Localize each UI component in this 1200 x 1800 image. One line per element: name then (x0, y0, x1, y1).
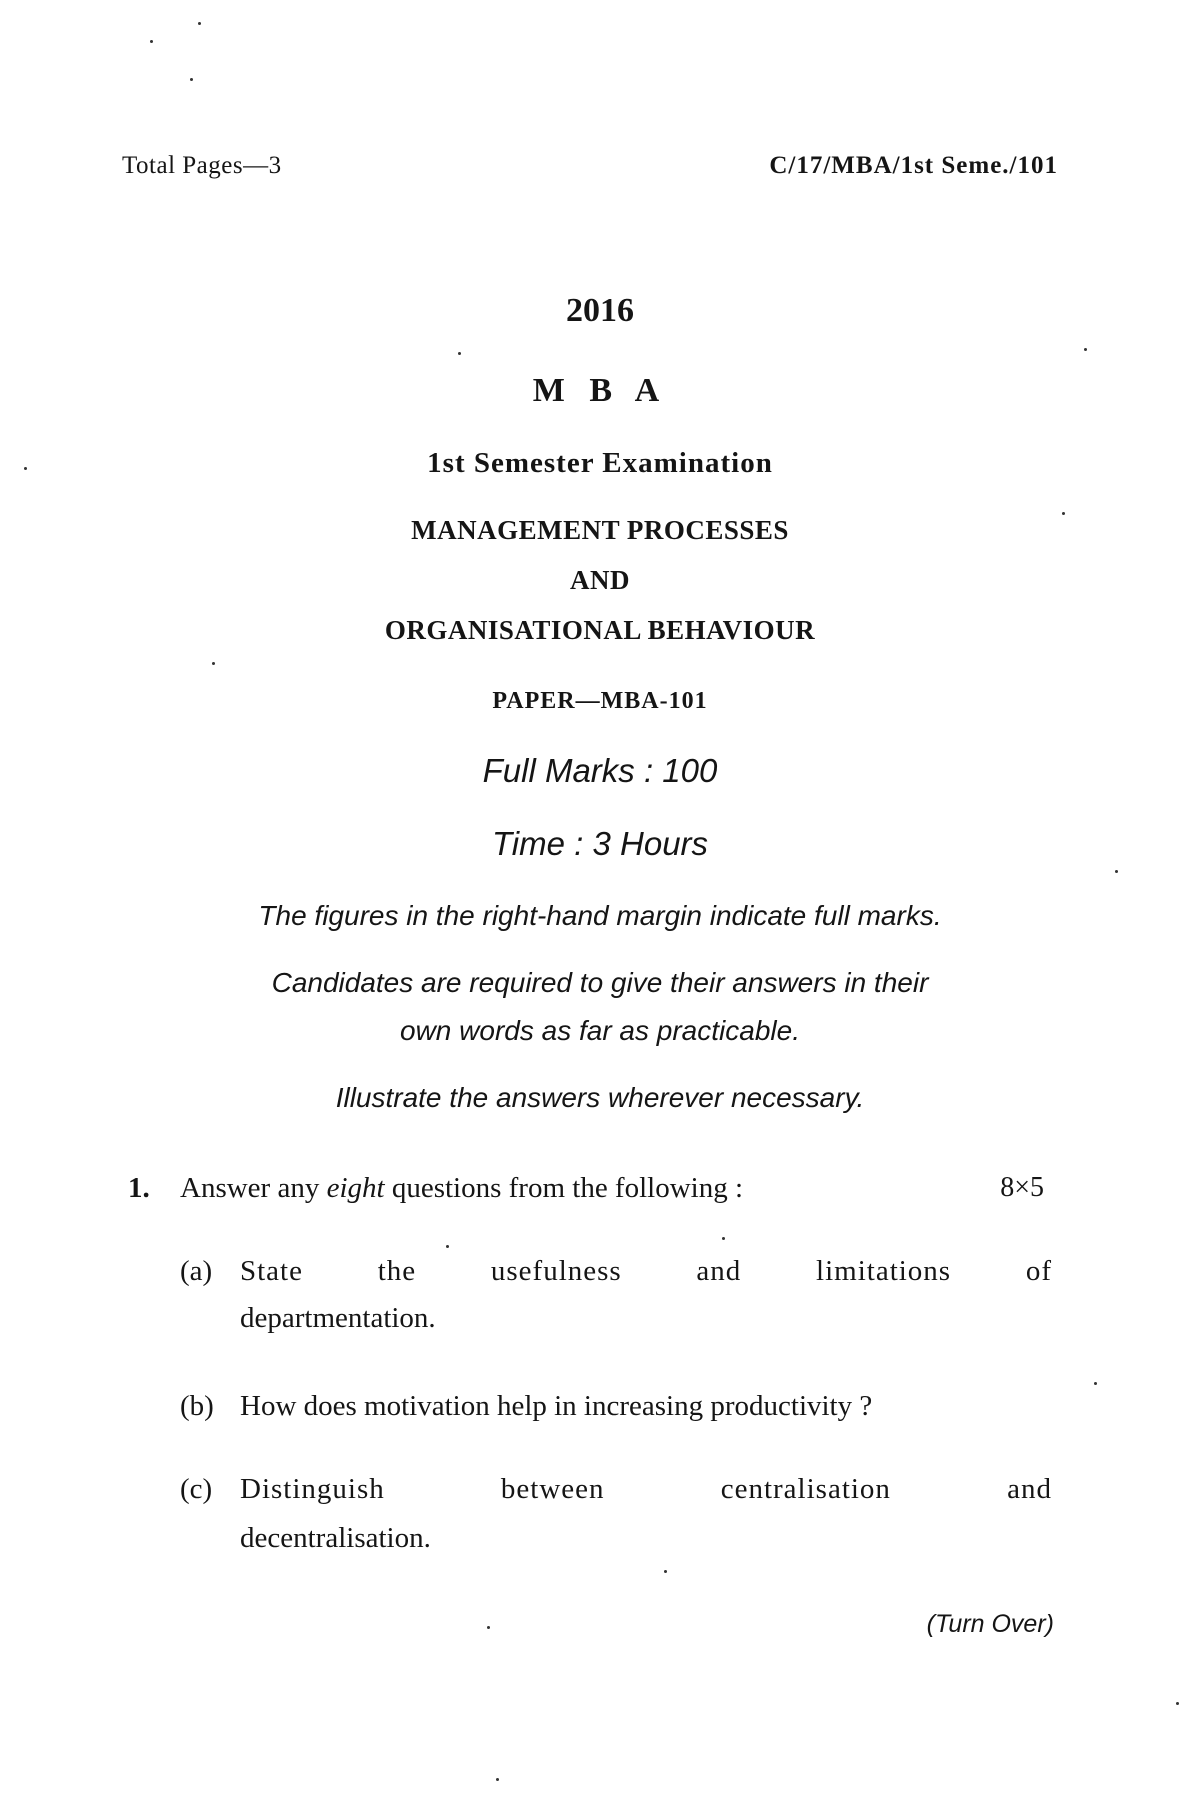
scan-speck (1176, 1702, 1179, 1705)
scan-speck (487, 1626, 490, 1629)
scan-speck (24, 467, 27, 470)
full-marks-text: Full Marks : 100 (482, 752, 718, 789)
question-marks: 8×5 (1000, 1172, 1044, 1203)
question-prompt (180, 1172, 743, 1205)
exam-year: 2016 (566, 292, 634, 329)
scan-speck (722, 1237, 725, 1240)
subquestion-a-line1: State the usefulness and limitations of (240, 1255, 1052, 1287)
subquestion-b-label: (b) (180, 1390, 214, 1422)
scan-speck (1094, 1382, 1097, 1385)
scan-speck (446, 1245, 449, 1248)
question-prompt-part2: questions from the following : (384, 1172, 744, 1204)
scan-speck (458, 352, 461, 355)
scan-speck (190, 78, 193, 81)
subquestion-c-line2: decentralisation. (240, 1522, 431, 1554)
scan-speck (664, 1570, 667, 1573)
scan-speck (212, 662, 215, 665)
full-marks (0, 752, 1200, 790)
scan-speck (1062, 512, 1065, 515)
exam-time-text: Time : 3 Hours (491, 825, 709, 862)
paper-number: PAPER—MBA-101 (492, 688, 708, 714)
exam-time (0, 825, 1200, 863)
subquestion-c-line1: Distinguish between centralisation and (240, 1473, 1052, 1505)
scan-speck (496, 1778, 499, 1781)
instruction-own-words-2: own words as far as practicable. (400, 1015, 800, 1046)
scan-speck (1115, 870, 1118, 873)
degree-title: M B A (532, 372, 668, 409)
subject-line-2: AND (570, 565, 630, 595)
subquestion-a-label: (a) (180, 1255, 213, 1287)
instruction-illustrate: Illustrate the answers wherever necessary. (335, 1082, 865, 1113)
subquestion-a-line2: departmentation. (240, 1302, 436, 1334)
subject-line-1: MANAGEMENT PROCESSES (411, 515, 789, 545)
subject-line-3: ORGANISATIONAL BEHAVIOUR (384, 615, 816, 645)
instruction-own-words-1: Candidates are required to give their answers in their (271, 967, 929, 998)
exam-title: 1st Semester Examination (427, 447, 773, 479)
scan-speck (198, 22, 201, 25)
question-prompt-part1: Answer any (180, 1172, 327, 1204)
question-number: 1. (128, 1172, 150, 1204)
total-pages: Total Pages—3 (122, 152, 282, 179)
scan-speck (150, 40, 153, 43)
question-prompt-emphasis: eight (326, 1172, 385, 1204)
subquestion-b-line1: How does motivation help in increasing productivity ? (240, 1390, 873, 1422)
subquestion-c-label: (c) (180, 1473, 213, 1505)
scan-speck (1084, 348, 1087, 351)
instruction-marks: The figures in the right-hand margin indicate full marks. (258, 900, 942, 931)
turn-over-note: (Turn Over) (926, 1610, 1054, 1638)
paper-code: C/17/MBA/1st Seme./101 (769, 152, 1058, 179)
